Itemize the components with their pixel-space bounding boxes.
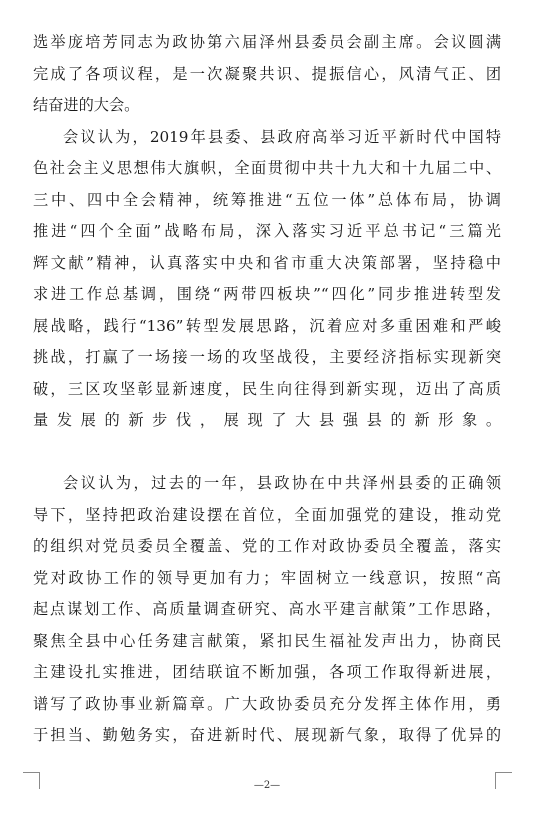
text-line: 量发展的新步伐，展现了大县强县的新形象。 [33,411,501,429]
text-line: 会议认为，2019年县委、县政府高举习近平新时代中国特 [63,127,501,146]
text-line: 推进“四个全面”战略布局，深入落实习近平总书记“三篇光 [33,222,501,240]
text-line: 聚焦全县中心任务建言献策，紧扣民生福祉发声出力，协商民 [33,631,501,650]
text-line: 色社会主义思想伟大旗帜，全面贯彻中共十九大和十九届二中、 [33,159,501,177]
text-line: 主建设扎实推进，团结联谊不断加强，各项工作取得新进展， [33,663,501,681]
text-line: 会议认为，过去的一年，县政协在中共泽州县委的正确领 [63,474,501,492]
text-line [33,437,501,469]
text-line: 的组织对党员委员全覆盖、党的工作对政协委员全覆盖，落实 [33,537,501,555]
text-line: 求进工作总基调，围绕“两带四板块”“四化”同步推进转型发 [33,285,501,303]
text-line: 展战略，践行“136”转型发展思路，沉着应对多重困难和严峻 [33,316,501,335]
text-line: 选举庞培芳同志为政协第六届泽州县委员会副主席。会议圆满 [33,33,501,51]
text-line: 破，三区攻坚彰显新速度，民生向往得到新实现，迈出了高质 [33,379,501,398]
text-line: 于担当、勤勉务实，奋进新时代、展现新气象，取得了优异的 [33,726,501,744]
text-line: 挑战，打赢了一场接一场的攻坚战役，主要经济指标实现新突 [33,348,501,366]
text-line: 导下，坚持把政治建设摆在首位，全面加强党的建设，推动党 [33,505,501,524]
text-line: 党对政协工作的领导更加有力；牢固树立一线意识，按照“高 [33,568,501,587]
body-text [33,0,501,752]
text-line: 三中、四中全会精神，统筹推进“五位一体”总体布局，协调 [33,190,501,209]
page-number: —2— [253,780,281,791]
text-line: 结奋进的大会。 [33,96,140,114]
text-line: 起点谋划工作、高质量调查研究、高水平建言献策”工作思路， [33,600,501,618]
text-line: 完成了各项议程，是一次凝聚共识、提振信心，风清气正、团 [33,64,501,83]
text-line: 谱写了政协事业新篇章。广大政协委员充分发挥主体作用，勇 [33,694,501,713]
text-line: 辉文献”精神，认真落实中央和省市重大决策部署，坚持稳中 [33,253,501,272]
